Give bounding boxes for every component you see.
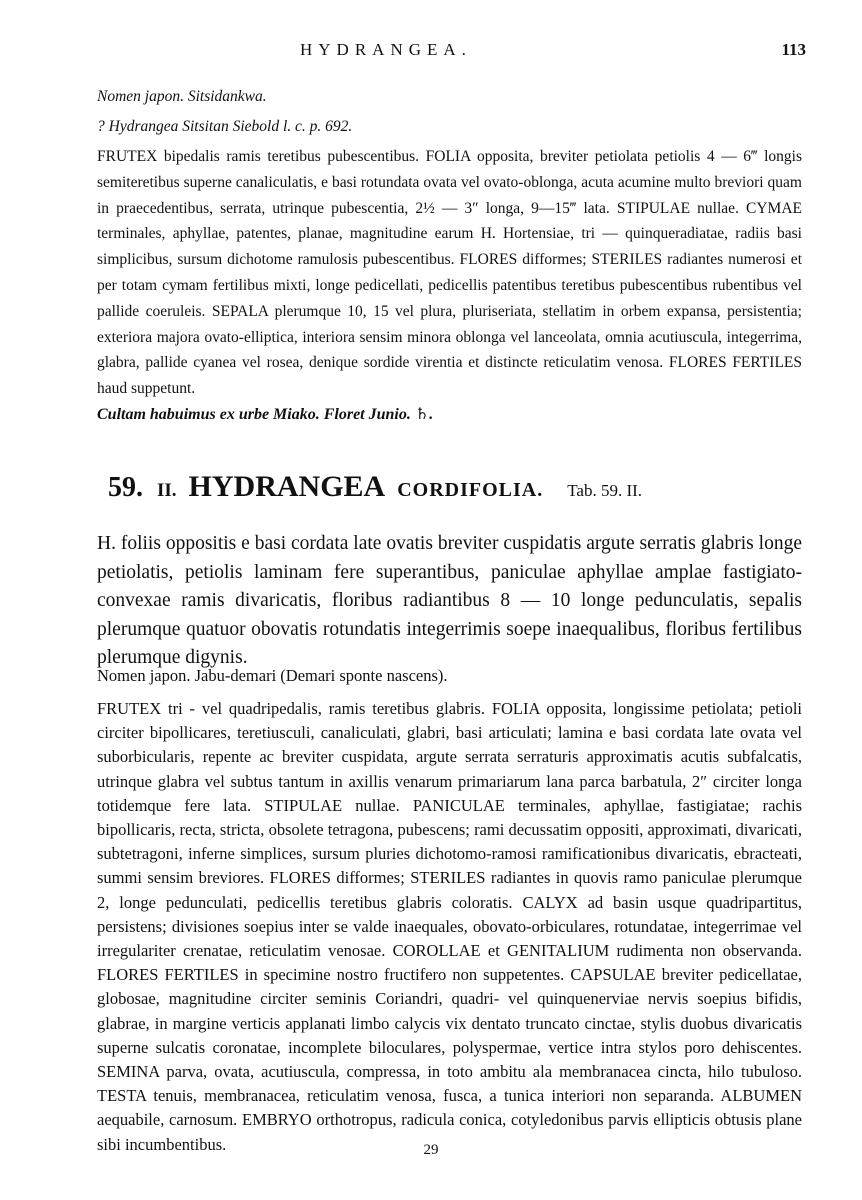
page-number: 113	[781, 40, 806, 59]
species-number: 59.	[108, 472, 143, 503]
species-description: FRUTEX tri - vel quadripedalis, ramis teretibus glabris. FOLIA opposita, longissime petiolata; petioli circiter bipollicares, teretiusculi, canaliculati, glabri, basi articulati; lamina e basi cordata late ovata vel suborbicularis, repente ac breviter cuspidata, argute serrata serraturis approximatis acutis subfalcatis, utrinque glabra vel subtus tantum in axillis venarum primariarum lana parca barbatula, 2″ circiter longa totidemque fere lata. STIPULAE nullae. PANICULAE terminales, aphyllae, fastigiatae; rachis bipollicaris, recta, stricta, obsolete tetragona, pubescens; rami decussatim oppositi, approximati, divaricati, subtetragoni, inferne simplices, sursum pluries dichotomo-ramosi ramificationibus divaricatis, ebracteati, summi sensim breviores. FLORES difformes; STERILES radiantes in quovis ramo paniculae plerumque 2, longe pedunculati, pedicellis teretibus glabris coloratis. CALYX ad basin usque quadripartitus, persistens; divisiones soepius inter se valde inaequales, obovato-orbiculares, rotundatae, integerrimae vel irregulariter crenatae, reticulatim venosae. COROLLAE et GENITALIUM rudimenta non observanda. FLORES FERTILES in specimine nostro fructifero non suppetentes. CAPSULAE breviter pedicellatae, globosae, magnitudine circiter seminis Coriandri, quadri- vel quinquenerviae nervis soepius bifidis, glabrae, in margine verticis applanati limbo calycis vix dentato truncato cinctae, stylis duobus divaricatis superne sulcatis coronatae, incomplete biloculares, polyspermae, vertice intra stylos poro dehiscentes. SEMINA parva, ovata, acutiuscula, compressa, in toto ambitu ala membranacea cincta, hilo tubuloso. TESTA tenuis, membranacea, reticulatim venosa, fusca, a tunica interiori non separanda. ALBUMEN aequabile, carnosum. EMBRYO orthotropus, radicula conica, cotyledonibus parvis ellipticis obtusis plane sibi incumbentibus.	[97, 699, 802, 1154]
running-head	[0, 40, 862, 64]
prev-nomen-japon: Nomen japon. Sitsidankwa.	[97, 88, 267, 105]
species-heading	[108, 470, 808, 504]
species-name: CORDIFOLIA.	[397, 479, 544, 501]
running-title: HYDRANGEA.	[300, 40, 472, 59]
signature-mark: 29	[423, 1142, 439, 1158]
prev-description: FRUTEX bipedalis ramis teretibus pubescentibus. FOLIA opposita, breviter petiolata petiolis 4 — 6‴ longis semiteretibus superne canaliculatis, e basi rotundata ovata vel ovato-oblonga, acuta acumine multo breviori quam in praecedentibus, serrata, utrinque pubescentia, 2½ — 3″ longa, 9—15‴ lata. STIPULAE nullae. CYMAE terminales, aphyllae, patentes, planae, magnitudine earum H. Hortensiae, tri — quinqueradiatae, radiis basi simplicibus, sursum dichotome ramulosis pubescentibus. FLORES difformes; STERILES radiantes numerosi et per totam cymam fertilibus mixti, longe pedicellati, pedicellis patentibus teretibus pubescentibus rubentibus vel pallide coeruleis. SEPALA plerumque 10, 15 vel plura, pluriseriata, stellatim in orbem expansa, persistentia; exteriora majora ovato-elliptica, interiora sensim minora oblonga vel lanceolata, omnia acutiuscula, integerrima, glabra, pallide cyanea vel rosea, denique sordide virentia et distincte reticulatim venosa. FLORES FERTILES haud suppetunt.	[97, 148, 802, 398]
plate-reference: Tab. 59. II.	[567, 481, 643, 500]
nomen-japon: Nomen japon. Jabu-demari (Demari sponte nascens).	[97, 666, 448, 685]
cultivation-note: Cultam habuimus ex urbe Miako. Floret Junio. ♄.	[97, 406, 434, 423]
genus-species-index: II.	[157, 480, 177, 501]
species-diagnosis: H. foliis oppositis e basi cordata late ovatis breviter cuspidatis argute serratis glabris longe petiolatis, petiolis laminam fere superantibus, paniculae aphyllae amplae fastigiato-convexae ramis divaricatis, floribus radiantibus 8 — 10 longe pedunculatis, sepalis plerumque quatuor obovatis rotundatis integerrimis soepe inaequalibus, floribus fertilibus plerumque digynis.	[97, 533, 802, 668]
prev-synonym: ? Hydrangea Sitsitan Siebold l. c. p. 692.	[97, 118, 353, 135]
genus-name: HYDRANGEA	[188, 470, 386, 503]
